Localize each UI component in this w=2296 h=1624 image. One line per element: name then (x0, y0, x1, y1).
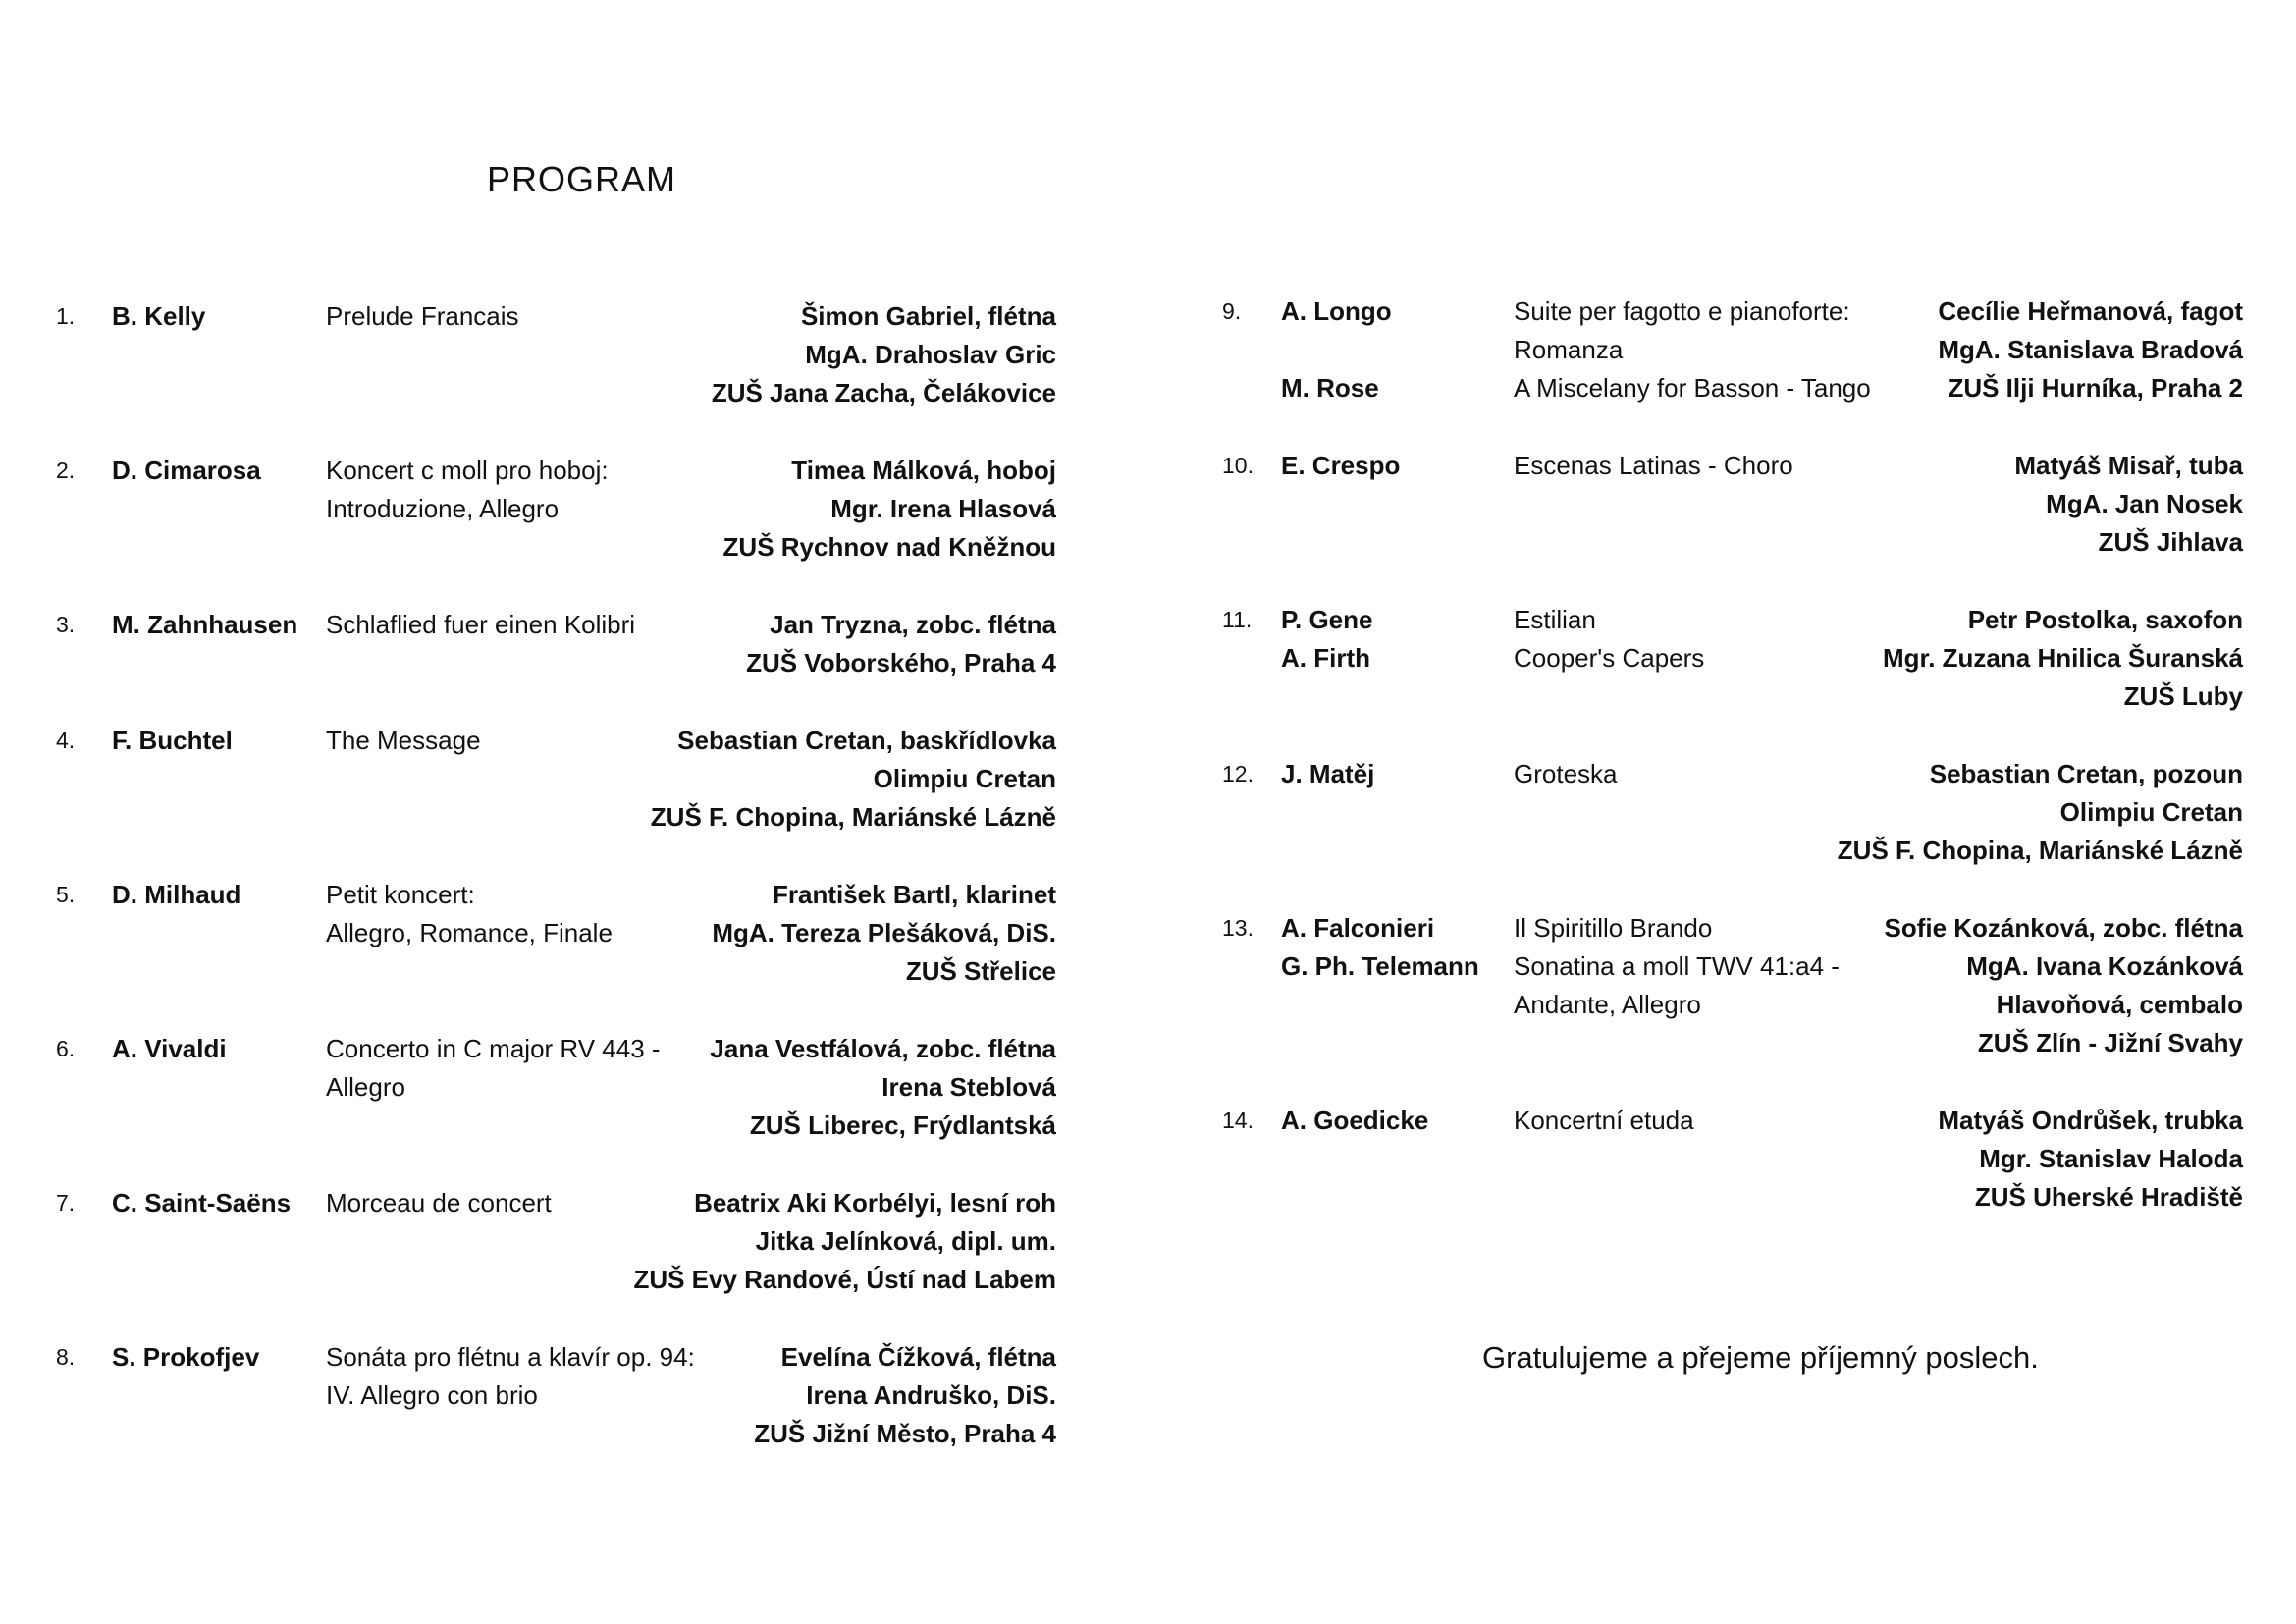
work-title: Sonáta pro flétnu a klavír op. 94: (326, 1342, 695, 1372)
performer-line: ZUŠ Jana Zacha, Čelákovice (711, 378, 1056, 407)
item-number: 4. (56, 728, 76, 753)
work-title: Koncertní etuda (1514, 1106, 1694, 1135)
works-column (1514, 1102, 1694, 1140)
composer-name: A. Falconieri (1281, 913, 1435, 943)
work-title: Allegro (326, 1072, 405, 1102)
work-title: Suite per fagotto e pianoforte: (1514, 297, 1850, 326)
works-column (1514, 755, 1618, 793)
performer-line: Matyáš Misař, tuba (2014, 451, 2243, 480)
performer-line: ZUŠ Voborského, Praha 4 (746, 648, 1056, 677)
performer-line: Šimon Gabriel, flétna (800, 301, 1056, 331)
composers-column (1281, 447, 1400, 485)
performer-line: Jitka Jelínková, dipl. um. (755, 1226, 1056, 1256)
performer-line: Sebastian Cretan, pozoun (1929, 759, 2243, 788)
item-number: 7. (56, 1190, 76, 1216)
work-title: Koncert c moll pro hoboj: (326, 456, 609, 485)
performer-line: Irena Andruško, DiS. (806, 1380, 1056, 1410)
performers-column (754, 1338, 1056, 1453)
work-title: Il Spiritillo Brando (1514, 913, 1713, 943)
composers-column (1281, 293, 1392, 407)
works-column (326, 876, 613, 952)
performers-column (1883, 601, 2243, 716)
composer-name: M. Rose (1281, 373, 1379, 403)
composers-column (1281, 601, 1372, 677)
performer-line: MgA. Drahoslav Gric (805, 340, 1056, 369)
performer-line: Cecílie Heřmanová, fagot (1938, 297, 2243, 326)
composer-name: A. Longo (1281, 297, 1392, 326)
performer-line: Timea Málková, hoboj (791, 456, 1056, 485)
item-number: 11. (1222, 607, 1253, 632)
performers-column (651, 722, 1056, 837)
performer-line: MgA. Stanislava Bradová (1938, 335, 2243, 364)
works-column (1514, 601, 1704, 677)
works-column (326, 1184, 552, 1222)
item-number: 12. (1222, 761, 1254, 786)
work-title: Prelude Francais (326, 301, 519, 331)
work-title: Cooper's Capers (1514, 643, 1705, 673)
performer-line: ZUŠ F. Chopina, Mariánské Lázně (1837, 836, 2243, 865)
performer-line: Mgr. Irena Hlasová (830, 494, 1056, 523)
performers-column (746, 606, 1056, 682)
work-title: Schlaflied fuer einen Kolibri (326, 610, 636, 639)
performer-line: Olimpiu Cretan (873, 764, 1056, 793)
composer-name: A. Vivaldi (112, 1034, 227, 1063)
composer-name: A. Goedicke (1281, 1106, 1429, 1135)
performer-line: ZUŠ Rychnov nad Kněžnou (722, 532, 1056, 562)
item-number: 14. (1222, 1108, 1254, 1133)
work-title: Sonatina a moll TWV 41:a4 - (1514, 951, 1840, 981)
performers-column (723, 452, 1056, 567)
item-number: 6. (56, 1036, 76, 1061)
performer-line: Hlavoňová, cembalo (1996, 990, 2243, 1019)
performer-line: MgA. Tereza Plešáková, DiS. (712, 918, 1056, 947)
performer-line: ZUŠ Střelice (905, 956, 1056, 986)
works-column (326, 452, 609, 528)
performer-line: ZUŠ Jižní Město, Praha 4 (754, 1419, 1056, 1448)
performers-column (712, 298, 1056, 412)
composers-column (112, 1338, 259, 1377)
composer-name: D. Cimarosa (112, 456, 261, 485)
performer-line: ZUŠ Evy Randové, Ústí nad Labem (633, 1265, 1056, 1294)
works-column (326, 1338, 695, 1415)
performers-column (710, 1030, 1056, 1145)
work-title: Concerto in C major RV 443 - (326, 1034, 661, 1063)
composers-column (112, 722, 233, 760)
performer-line: František Bartl, klarinet (773, 880, 1056, 909)
performers-column (2014, 447, 2243, 562)
work-title: Romanza (1514, 335, 1624, 364)
performer-line: Mgr. Zuzana Hnilica Šuranská (1883, 643, 2243, 673)
work-title: The Message (326, 726, 481, 755)
composers-column (112, 298, 205, 336)
composer-name: A. Firth (1281, 643, 1370, 673)
performer-line: Beatrix Aki Korbélyi, lesní roh (694, 1188, 1056, 1218)
works-column (326, 298, 519, 336)
composers-column (1281, 909, 1479, 986)
composers-column (112, 452, 261, 490)
works-column (1514, 293, 1871, 407)
composer-name: G. Ph. Telemann (1281, 951, 1479, 981)
composer-name: D. Milhaud (112, 880, 241, 909)
composers-column (1281, 1102, 1428, 1140)
works-column (326, 1030, 661, 1107)
item-number: 1. (56, 303, 76, 329)
composer-name: B. Kelly (112, 301, 206, 331)
performer-line: Sofie Kozánková, zobc. flétna (1884, 913, 2243, 943)
performer-line: Jan Tryzna, zobc. flétna (770, 610, 1056, 639)
item-number: 10. (1222, 453, 1254, 478)
composer-name (1281, 331, 1392, 369)
performers-column (1838, 755, 2243, 870)
composer-name: C. Saint-Saëns (112, 1188, 292, 1218)
work-title: IV. Allegro con brio (326, 1380, 538, 1410)
work-title: Introduzione, Allegro (326, 494, 560, 523)
performer-line: ZUŠ Jihlava (2098, 527, 2243, 557)
performers-column (1938, 1102, 2243, 1217)
work-title: Groteska (1514, 759, 1618, 788)
works-column (1514, 909, 1840, 1024)
performer-line: Sebastian Cretan, baskřídlovka (677, 726, 1056, 755)
works-column (326, 722, 481, 760)
performer-line: Evelína Čížková, flétna (780, 1342, 1056, 1372)
performer-line: Mgr. Stanislav Haloda (1979, 1144, 2243, 1173)
work-title: Morceau de concert (326, 1188, 552, 1218)
performer-line: Matyáš Ondrůšek, trubka (1938, 1106, 2243, 1135)
performers-column (1884, 909, 2243, 1062)
performer-line: Petr Postolka, saxofon (1967, 605, 2243, 634)
performer-line: MgA. Ivana Kozánková (1966, 951, 2243, 981)
composer-name: E. Crespo (1281, 451, 1401, 480)
performer-line: MgA. Jan Nosek (2046, 489, 2243, 518)
composers-column (1281, 755, 1374, 793)
composers-column (112, 876, 240, 914)
performer-line: ZUŠ Ilji Hurníka, Praha 2 (1948, 373, 2243, 403)
composers-column (112, 606, 297, 644)
performers-column (712, 876, 1056, 991)
composer-name: P. Gene (1281, 605, 1373, 634)
item-number: 9. (1222, 298, 1242, 324)
composers-column (112, 1184, 291, 1222)
work-title: Escenas Latinas - Choro (1514, 451, 1793, 480)
work-title: Estilian (1514, 605, 1596, 634)
closing-message: Gratulujeme a přejeme příjemný poslech. (1482, 1340, 2039, 1375)
composer-name: J. Matěj (1281, 759, 1375, 788)
composer-name: M. Zahnhausen (112, 610, 298, 639)
composers-column (112, 1030, 227, 1068)
works-column (326, 606, 635, 644)
item-number: 13. (1222, 915, 1254, 941)
performer-line: ZUŠ Liberec, Frýdlantská (749, 1110, 1056, 1140)
work-title: Petit koncert: (326, 880, 475, 909)
performer-line: ZUŠ Luby (2123, 681, 2243, 711)
performers-column (1938, 293, 2243, 407)
composer-name: S. Prokofjev (112, 1342, 260, 1372)
performer-line: Jana Vestfálová, zobc. flétna (710, 1034, 1056, 1063)
performer-line: ZUŠ Uherské Hradiště (1974, 1182, 2243, 1212)
performer-line: Olimpiu Cretan (2059, 797, 2243, 827)
performer-line: ZUŠ F. Chopina, Mariánské Lázně (650, 802, 1056, 832)
composer-name: F. Buchtel (112, 726, 233, 755)
item-number: 5. (56, 882, 76, 907)
item-number: 3. (56, 612, 76, 637)
page-title: PROGRAM (487, 159, 677, 199)
item-number: 2. (56, 458, 76, 483)
item-number: 8. (56, 1344, 76, 1370)
works-column (1514, 447, 1793, 485)
work-title: A Miscelany for Basson - Tango (1514, 373, 1871, 403)
performer-line: ZUŠ Zlín - Jižní Svahy (1977, 1028, 2243, 1057)
work-title: Allegro, Romance, Finale (326, 918, 613, 947)
performers-column (633, 1184, 1056, 1299)
work-title: Andante, Allegro (1514, 990, 1701, 1019)
performer-line: Irena Steblová (881, 1072, 1056, 1102)
